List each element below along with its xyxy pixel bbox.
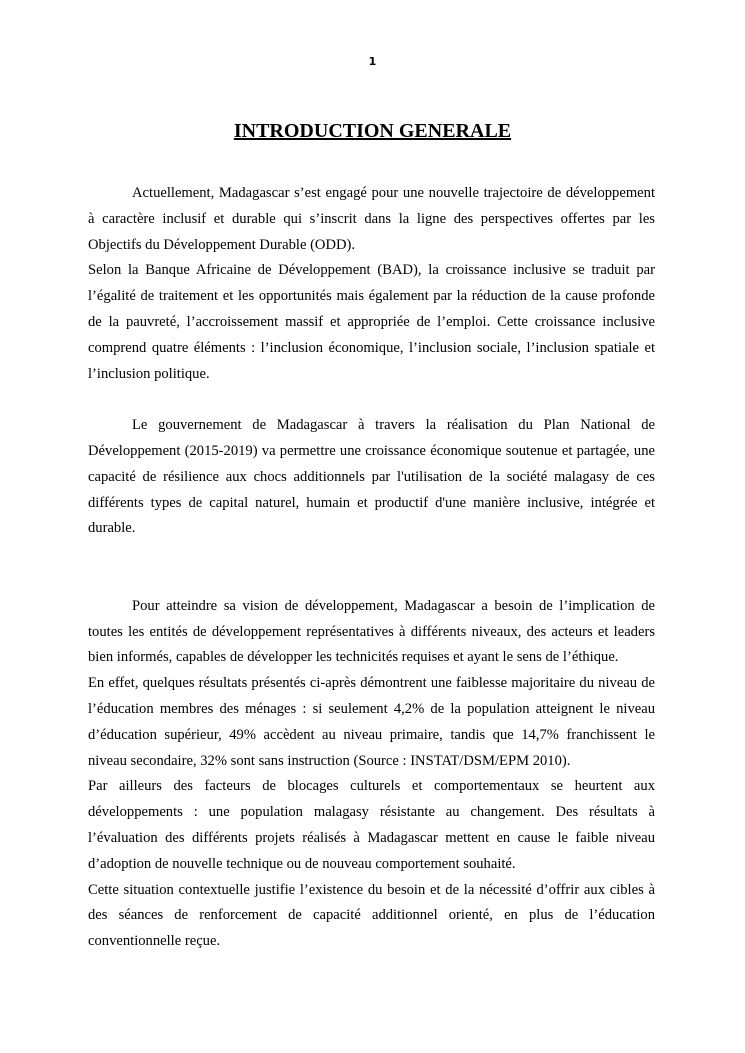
paragraph-gap bbox=[88, 387, 655, 413]
paragraph-gap bbox=[88, 568, 655, 594]
page-number: 1 bbox=[368, 55, 377, 68]
paragraph-situation: Cette situation contextuelle justifie l’existence du besoin et de la nécessité d’offrir aux cibles à des séances de renforcement de capacité additionnel orienté, en plus de l’éducation conventionnelle reçue. bbox=[88, 881, 655, 950]
paragraph-vision: Pour atteindre sa vision de développement, Madagascar a besoin de l’implication de toutes les entités de développement représentatives à différents niveaux, des acteurs et leaders bien informés, capables de développer les technicités requises et ayant le sens de l’éthique. bbox=[88, 597, 655, 666]
page-title: INTRODUCTION GENERALE bbox=[233, 120, 512, 142]
paragraph-pnd: Le gouvernement de Madagascar à travers la réalisation du Plan National de Développement (2015-2019) va permettre une croissance économique soutenue et partagée, une capacité de résilience aux chocs additionnels par l'utilisation de la société malagasy de ces différents types de capital naturel, humain et productif d'une manière inclusive, intégrée et durable. bbox=[88, 417, 655, 537]
paragraph-odd: Actuellement, Madagascar s’est engagé pour une nouvelle trajectoire de développement à caractère inclusif et durable qui s’inscrit dans la ligne des perspectives offertes par les Objectifs du Développement Durable (ODD). bbox=[88, 185, 655, 253]
paragraph-education: En effet, quelques résultats présentés ci-après démontrent une faiblesse majoritaire du niveau de l’éducation membres des ménages : si seulement 4,2% de la population atteignent le niveau d’éducation supérieur, 49% accèdent au niveau primaire, tandis que 14,7% franchissent le niveau secondaire, 32% sont sans instruction (Source : INSTAT/DSM/EPM 2010). bbox=[88, 675, 655, 769]
paragraph-gap bbox=[88, 542, 655, 568]
body-text bbox=[88, 181, 655, 955]
paragraph-blocages: Par ailleurs des facteurs de blocages culturels et comportementaux se heurtent aux développements : une population malagasy résistante au changement. Des résultats à l’évaluation des différents projets réalisés à Madagascar mettent en cause le faible niveau d’adoption de nouvelle technique ou de nouveau comportement souhaité. bbox=[88, 778, 655, 872]
paragraph-bad: Selon la Banque Africaine de Développement (BAD), la croissance inclusive se traduit par l’égalité de traitement et les opportunités mais également par la réduction de la cause profonde de la pauvreté, l’accroissement massif et appropriée de l’emploi. Cette croissance inclusive comprend quatre éléments : l’inclusion économique, l’inclusion sociale, l’inclusion spatiale et l’inclusion politique. bbox=[88, 262, 655, 382]
